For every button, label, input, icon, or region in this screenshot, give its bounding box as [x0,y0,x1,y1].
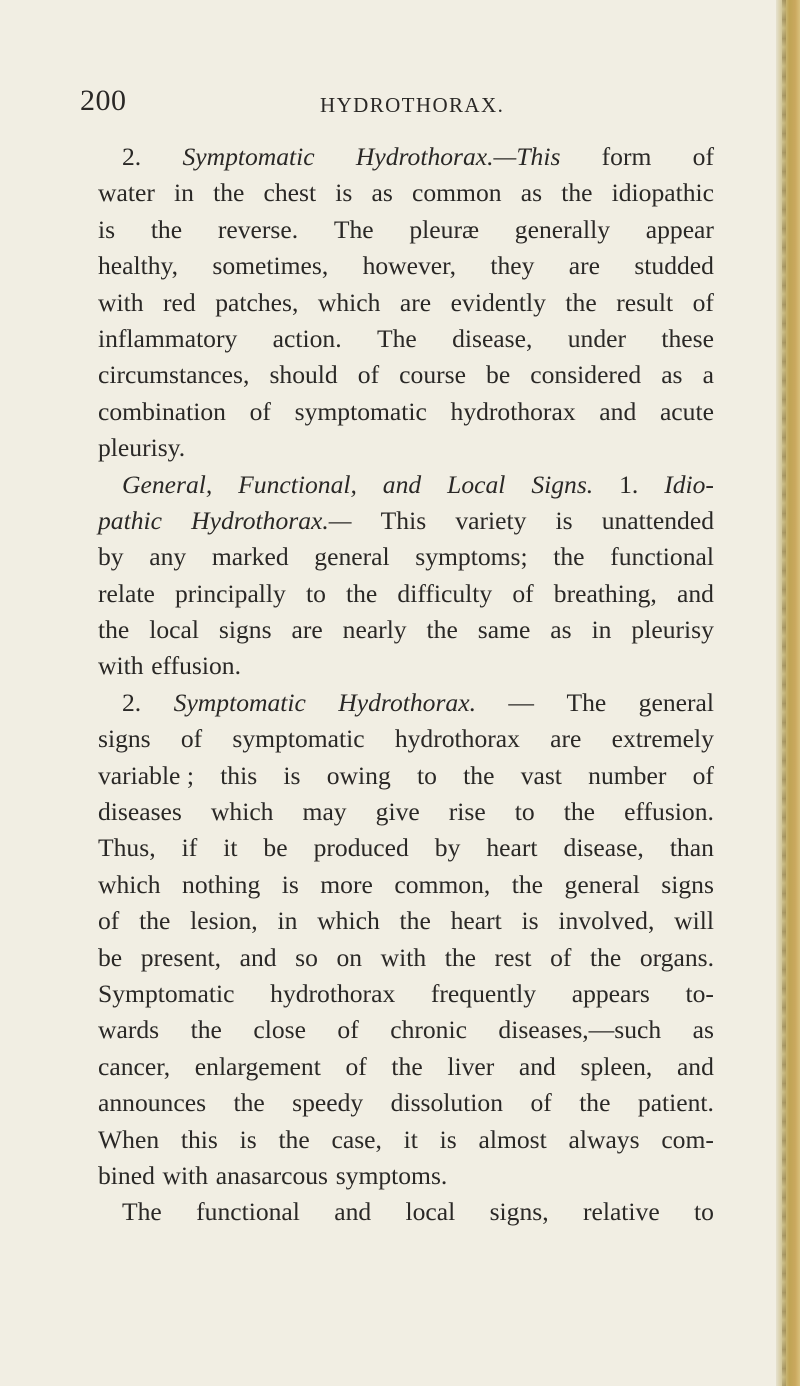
word: by [98,542,124,572]
word: symptomatic [232,724,365,754]
word: functional [196,1197,300,1227]
word: and [599,396,637,426]
page-number: 200 [80,84,127,117]
word: on [336,942,363,972]
word: the [589,942,622,972]
word: of [249,396,271,426]
word: of [180,724,203,754]
word: common [411,178,502,208]
word: this [220,760,258,790]
word: should [269,360,338,390]
word: local [405,1197,456,1227]
word: general [314,542,390,572]
word: signs, [489,1197,549,1227]
text-line [98,833,714,869]
word: of [530,1088,552,1118]
word: reverse. [217,214,299,244]
word: evidently [450,287,546,317]
word: be [263,833,288,863]
word: symptomatic [294,396,427,426]
text-line [98,506,714,542]
word: the [463,760,495,790]
word: more [320,869,373,899]
page-edge [776,0,800,1386]
word: this [180,1124,218,1154]
text-line [98,870,714,906]
word: as [371,178,393,208]
word: breathing, [553,578,657,608]
word: which [317,906,380,936]
word: hydrothorax [394,724,520,754]
text-line [98,360,714,396]
word: as [692,1015,714,1045]
word: vast [520,760,562,790]
word: anasarcous [215,1160,329,1190]
word: and [676,578,714,608]
word: produced [313,833,409,863]
word: heart [450,906,502,936]
text-line [98,288,714,324]
word: diseases [98,797,182,827]
word: action. [272,323,342,353]
word: if [181,833,198,863]
page-header [80,84,760,124]
word: the [98,615,130,645]
word: considered [530,360,642,390]
word: than [669,833,714,863]
word: number [588,760,667,790]
word: sometimes, [212,251,329,281]
word: these [661,323,714,353]
text-line [98,397,714,433]
word: Idio- [664,469,714,499]
word: symptoms. [335,1160,448,1190]
word: appears [571,978,650,1008]
word: 1. [619,469,639,499]
text-line [98,324,714,360]
word: a [702,360,714,390]
word: with [380,942,427,972]
word: frequently [430,978,537,1008]
word: signs [218,615,272,645]
word: pleuræ [409,214,480,244]
word: be [98,942,123,972]
word: signs [98,724,151,754]
word: as [661,360,683,390]
word: extremely [611,724,714,754]
word: Functional, [238,469,357,499]
word: and [382,469,422,499]
text-line [98,761,714,797]
word: pleurisy. [98,433,186,463]
word: of [692,287,714,317]
word: chest [263,178,317,208]
word: as [520,178,543,208]
word: as [550,615,572,645]
word: general [638,687,714,717]
word: hydrothorax [270,978,396,1008]
word: Hydrothorax.—This [355,142,561,171]
word: to [416,760,437,790]
word: chronic [390,1015,467,1045]
word: it [223,833,238,863]
word: and [239,942,277,972]
text-line [98,651,714,687]
word: acute [659,396,714,426]
text-line [98,1197,714,1233]
word: the [278,1124,310,1154]
word: common, [394,869,491,899]
word: give [375,797,420,827]
word: Hydrothorax.— [191,505,352,535]
word: appear [645,214,714,244]
word: is [281,869,299,899]
text-line [98,251,714,287]
word: the [139,906,171,936]
word: Symptomatic [182,142,315,171]
word: disease, [452,323,533,353]
word: close [253,1015,306,1045]
word: diseases,—such [498,1015,662,1045]
word: 2. [122,687,142,717]
word: is [555,505,573,535]
word: cancer, [98,1051,171,1081]
word: which [98,869,161,899]
word: The [333,214,374,244]
word: the [213,178,245,208]
word: which [210,797,274,827]
word: liver [447,1051,495,1081]
word: the [561,178,593,208]
word: symptoms; [415,542,528,572]
word: is [239,1124,257,1154]
word: When [98,1124,160,1154]
word: be [486,360,511,390]
word: they [490,251,535,281]
word: This [380,505,427,535]
word: Thus, [98,833,156,863]
word: result [616,287,674,317]
word: disease, [563,833,644,863]
word: present, [140,942,222,972]
word: the [399,906,431,936]
text-line [98,542,714,578]
text-line [98,797,714,833]
word: difficulty [397,578,493,608]
word: relate [98,578,155,608]
word: marked [211,542,289,572]
word: circumstances, [98,360,250,390]
word: principally [174,578,286,608]
word: studded [634,251,714,281]
word: the [579,1088,611,1118]
word: relative [582,1197,660,1227]
word: functional [610,542,714,572]
word: healthy, [98,251,179,281]
word: are [550,724,582,754]
word: of [512,578,534,608]
word: owing [326,760,391,790]
word: — [508,687,534,717]
word: is [521,906,539,936]
word: unattended [601,505,714,535]
text-line [98,215,714,251]
word: is [98,214,116,244]
text-line [98,1088,714,1124]
word: of [550,942,572,972]
word: inflammatory [98,323,238,353]
word: variety [455,505,527,535]
text-line [98,142,714,178]
word: with [162,1160,209,1190]
text-line [98,1161,714,1197]
word: always [568,1124,640,1154]
word: local [149,615,199,645]
word: the [346,578,378,608]
word: course [399,360,466,390]
word: speedy [292,1088,364,1118]
word: General, [122,469,213,499]
word: will [674,906,714,936]
text-line [98,433,714,469]
word: nearly [342,615,407,645]
word: generally [514,214,610,244]
word: of [357,360,380,390]
word: the [150,214,183,244]
word: variable ; [98,760,194,790]
text-line [98,688,714,724]
text-line [98,724,714,760]
text-line [98,943,714,979]
word: heart [486,833,538,863]
text-line [98,579,714,615]
word: which [317,287,381,317]
word: combination [98,396,226,426]
text-line [98,1015,714,1051]
word: under [567,323,627,353]
word: Hydrothorax. [338,687,476,717]
word: 2. [122,142,142,171]
word: and [518,1051,556,1081]
word: bined [98,1160,155,1190]
text-line [98,1052,714,1088]
word: rise [448,797,486,827]
word: to [694,1197,714,1227]
text-line [98,470,714,506]
word: patient. [637,1088,714,1118]
word: the [563,797,596,827]
word: The [122,1197,162,1227]
word: and [334,1197,372,1227]
word: the [444,942,476,972]
word: wards [98,1015,160,1045]
word: of [692,142,714,171]
word: com- [661,1124,714,1154]
word: enlargement [194,1051,321,1081]
word: so [295,942,318,972]
word: dissolution [390,1088,504,1118]
word: are [568,251,601,281]
word: The [566,687,607,717]
word: is [283,760,301,790]
word: Local [447,469,506,499]
word: organs. [639,942,714,972]
word: water [98,178,155,208]
word: hydrothorax [450,396,576,426]
word: effusion. [624,797,714,827]
word: and [676,1051,714,1081]
text-line [98,979,714,1015]
word: of [337,1015,359,1045]
word: Symptomatic [98,978,235,1008]
word: almost [478,1124,547,1154]
word: by [434,833,461,863]
word: the [233,1088,265,1118]
word: spleen, [580,1051,653,1081]
word: are [399,287,432,317]
word: it [403,1124,418,1154]
word: general [564,869,640,899]
word: announces [98,1088,207,1118]
word: the [553,542,585,572]
word: idiopathic [611,178,714,208]
word: the [426,615,458,645]
word: in [591,615,612,645]
word: the [565,287,597,317]
word: signs [661,869,714,899]
word: The [376,323,417,353]
word: with [98,287,144,317]
word: of [692,760,714,790]
word: patches, [215,287,299,317]
word: effusion. [151,651,241,681]
text-line [98,1125,714,1161]
word: is [335,178,353,208]
word: form [601,142,652,171]
word: to [514,797,535,827]
word: the [511,869,544,899]
word: may [302,797,347,827]
word: lesion, [190,906,258,936]
word: pleurisy [631,615,714,645]
word: are [291,615,323,645]
word: in [277,906,298,936]
word: with [98,651,144,681]
text-line [98,178,714,214]
word: the [391,1051,423,1081]
word: Symptomatic [173,687,306,717]
word: pathic [98,505,162,535]
word: the [190,1015,222,1045]
word: in [174,178,194,208]
word: of [345,1051,367,1081]
word: to [305,578,326,608]
running-head: HYDROTHORAX. [320,93,505,117]
word: involved, [558,906,655,936]
word: red [163,287,196,317]
word: same [477,615,531,645]
word: nothing [182,869,261,899]
word: Signs. [531,469,594,499]
word: to- [685,978,714,1008]
word: any [149,542,187,572]
text-line [98,615,714,651]
body-text [98,142,714,1234]
word: is [439,1124,457,1154]
text-line [98,906,714,942]
word: rest [494,942,532,972]
word: of [98,906,120,936]
word: case, [331,1124,382,1154]
word: however, [362,251,457,281]
